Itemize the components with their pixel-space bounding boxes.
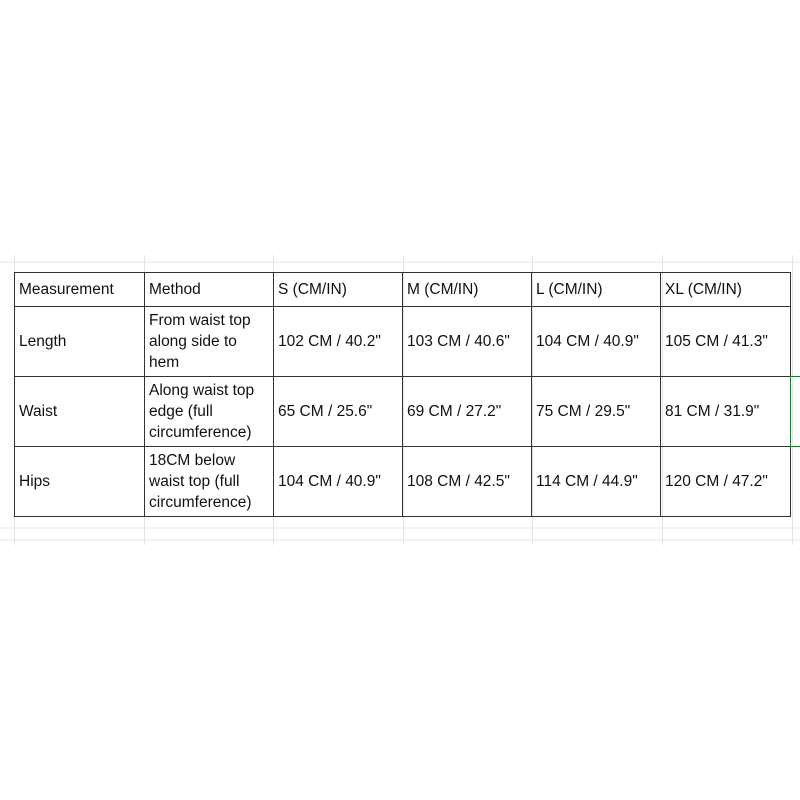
header-method[interactable]: Method — [145, 273, 274, 307]
cell-size-s[interactable]: 102 CM / 40.2" — [274, 307, 403, 377]
cell-size-l[interactable]: 114 CM / 44.9" — [532, 447, 661, 517]
cell-selection-indicator — [790, 376, 800, 447]
header-measurement[interactable]: Measurement — [15, 273, 145, 307]
table-row-waist — [15, 377, 791, 447]
header-size-m[interactable]: M (CM/IN) — [403, 273, 532, 307]
cell-size-s[interactable]: 65 CM / 25.6" — [274, 377, 403, 447]
header-size-s[interactable]: S (CM/IN) — [274, 273, 403, 307]
cell-method[interactable]: Along waist top edge (full circumference) — [145, 377, 274, 447]
table-row-hips — [15, 447, 791, 517]
table-row-length — [15, 307, 791, 377]
cell-measurement[interactable]: Waist — [15, 377, 145, 447]
table-header-row — [15, 273, 791, 307]
cell-size-m[interactable]: 108 CM / 42.5" — [403, 447, 532, 517]
cell-measurement[interactable]: Length — [15, 307, 145, 377]
cell-size-l[interactable]: 75 CM / 29.5" — [532, 377, 661, 447]
cell-size-l[interactable]: 104 CM / 40.9" — [532, 307, 661, 377]
cell-size-xl[interactable]: 81 CM / 31.9" — [661, 377, 791, 447]
cell-method[interactable]: 18CM below waist top (full circumference) — [145, 447, 274, 517]
cell-size-xl[interactable]: 105 CM / 41.3" — [661, 307, 791, 377]
cell-size-m[interactable]: 69 CM / 27.2" — [403, 377, 532, 447]
cell-size-xl[interactable]: 120 CM / 47.2" — [661, 447, 791, 517]
cell-measurement[interactable]: Hips — [15, 447, 145, 517]
header-size-l[interactable]: L (CM/IN) — [532, 273, 661, 307]
size-chart-table — [14, 272, 791, 517]
cell-size-m[interactable]: 103 CM / 40.6" — [403, 307, 532, 377]
header-size-xl[interactable]: XL (CM/IN) — [661, 273, 791, 307]
cell-method[interactable]: From waist top along side to hem — [145, 307, 274, 377]
cell-size-s[interactable]: 104 CM / 40.9" — [274, 447, 403, 517]
